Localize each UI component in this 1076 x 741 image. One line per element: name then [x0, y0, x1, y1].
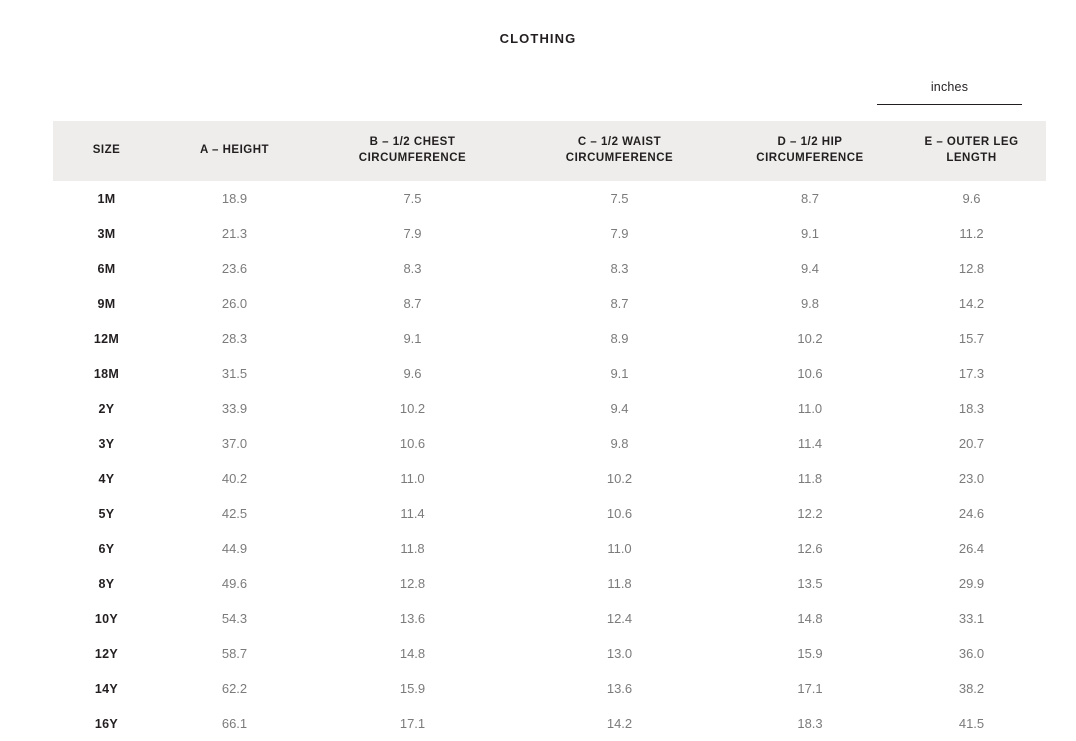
column-header-height-line1: A – HEIGHT	[199, 144, 270, 157]
cell-height: 28.3	[221, 331, 248, 346]
cell-waist: 10.2	[606, 471, 633, 486]
cell-height: 33.9	[221, 401, 248, 416]
cell-waist: 14.2	[606, 716, 633, 731]
cell-hip: 11.4	[797, 436, 823, 451]
cell-hip: 9.8	[800, 296, 820, 311]
cell-waist: 11.0	[607, 541, 632, 556]
cell-height: 42.5	[221, 506, 248, 521]
column-header-waist-line2: CIRCUMFERENCE	[565, 152, 674, 164]
cell-outer-leg: 18.3	[958, 401, 985, 416]
table-row	[53, 391, 1046, 426]
cell-hip: 15.9	[797, 646, 823, 661]
cell-height: 40.2	[221, 471, 248, 486]
cell-hip: 8.7	[800, 191, 820, 206]
cell-outer-leg: 41.5	[958, 716, 985, 731]
cell-height: 21.3	[221, 226, 248, 241]
cell-waist: 13.6	[606, 681, 633, 696]
table-row	[53, 286, 1046, 321]
cell-size: 8Y	[98, 576, 115, 591]
cell-outer-leg: 38.2	[958, 681, 985, 696]
cell-outer-leg: 12.8	[958, 261, 985, 276]
table-row	[53, 216, 1046, 251]
cell-hip: 9.1	[800, 226, 820, 241]
table-row	[53, 601, 1046, 636]
cell-outer-leg: 9.6	[962, 191, 981, 206]
cell-outer-leg: 15.7	[958, 331, 985, 346]
column-header-size	[53, 121, 160, 181]
cell-chest: 9.1	[403, 331, 422, 346]
cell-height: 62.2	[221, 681, 248, 696]
cell-hip: 11.0	[797, 401, 823, 416]
table-body	[53, 181, 1046, 741]
cell-hip: 10.6	[797, 366, 823, 381]
cell-outer-leg: 23.0	[958, 471, 985, 486]
table-row	[53, 531, 1046, 566]
cell-waist: 9.1	[610, 366, 629, 381]
column-header-height	[160, 121, 309, 181]
column-header-size-line1: SIZE	[92, 144, 121, 157]
cell-waist: 8.3	[610, 261, 629, 276]
cell-waist: 12.4	[606, 611, 633, 626]
column-header-chest-line2: CIRCUMFERENCE	[358, 152, 467, 164]
table-header	[53, 121, 1046, 181]
cell-chest: 10.2	[399, 401, 426, 416]
cell-chest: 7.9	[403, 226, 422, 241]
column-header-outer-leg	[897, 121, 1046, 181]
cell-chest: 11.8	[400, 541, 425, 556]
cell-size: 1M	[97, 191, 116, 206]
cell-chest: 11.4	[400, 506, 425, 521]
cell-waist: 13.0	[606, 646, 633, 661]
cell-waist: 7.9	[610, 226, 629, 241]
cell-chest: 12.8	[399, 576, 426, 591]
cell-height: 54.3	[221, 611, 248, 626]
cell-outer-leg: 14.2	[958, 296, 985, 311]
cell-chest: 13.6	[399, 611, 426, 626]
cell-height: 66.1	[221, 716, 248, 731]
column-header-waist	[516, 121, 723, 181]
column-header-chest-line1: B – 1/2 CHEST	[369, 136, 456, 149]
cell-size: 2Y	[98, 401, 115, 416]
table-row	[53, 181, 1046, 216]
cell-outer-leg: 17.3	[958, 366, 985, 381]
unit-indicator	[877, 78, 1022, 105]
cell-size: 6M	[97, 261, 116, 276]
cell-chest: 8.3	[403, 261, 422, 276]
cell-size: 12M	[93, 331, 120, 346]
cell-waist: 11.8	[607, 576, 632, 591]
column-header-waist-line1: C – 1/2 WAIST	[577, 136, 662, 149]
table-row	[53, 426, 1046, 461]
cell-outer-leg: 33.1	[958, 611, 985, 626]
cell-hip: 13.5	[797, 576, 823, 591]
column-header-chest	[309, 121, 516, 181]
table-row	[53, 251, 1046, 286]
cell-outer-leg: 20.7	[958, 436, 985, 451]
column-header-outer-leg-line2: LENGTH	[946, 152, 997, 164]
cell-size: 5Y	[98, 506, 115, 521]
cell-size: 14Y	[94, 681, 119, 696]
cell-chest: 10.6	[399, 436, 426, 451]
cell-height: 23.6	[221, 261, 248, 276]
cell-chest: 7.5	[403, 191, 422, 206]
cell-chest: 17.1	[399, 716, 426, 731]
cell-size: 12Y	[94, 646, 119, 661]
cell-height: 37.0	[221, 436, 248, 451]
cell-hip: 10.2	[797, 331, 823, 346]
cell-size: 6Y	[98, 541, 115, 556]
cell-outer-leg: 29.9	[958, 576, 985, 591]
unit-label: inches	[930, 80, 969, 94]
cell-chest: 9.6	[403, 366, 422, 381]
cell-size: 4Y	[98, 471, 115, 486]
cell-waist: 7.5	[610, 191, 629, 206]
table-row	[53, 356, 1046, 391]
table-row	[53, 496, 1046, 531]
column-header-outer-leg-line1: E – OUTER LEG	[924, 136, 1019, 149]
cell-waist: 8.7	[610, 296, 629, 311]
column-header-hip-line1: D – 1/2 HIP	[777, 136, 843, 149]
cell-chest: 14.8	[399, 646, 426, 661]
cell-height: 18.9	[221, 191, 248, 206]
table-row	[53, 321, 1046, 356]
cell-size: 9M	[97, 296, 116, 311]
cell-outer-leg: 36.0	[958, 646, 985, 661]
cell-hip: 12.6	[797, 541, 823, 556]
cell-hip: 17.1	[797, 681, 823, 696]
column-header-hip	[723, 121, 897, 181]
cell-size: 16Y	[94, 716, 119, 731]
table-row	[53, 636, 1046, 671]
table-row	[53, 461, 1046, 496]
table-row	[53, 671, 1046, 706]
cell-height: 44.9	[221, 541, 248, 556]
cell-outer-leg: 26.4	[958, 541, 985, 556]
cell-height: 31.5	[221, 366, 248, 381]
cell-hip: 11.8	[797, 471, 823, 486]
cell-outer-leg: 24.6	[958, 506, 985, 521]
table-header-row	[53, 121, 1046, 181]
cell-hip: 14.8	[797, 611, 823, 626]
page-title: CLOTHING	[499, 31, 577, 46]
cell-outer-leg: 11.2	[959, 226, 984, 241]
table-row	[53, 566, 1046, 601]
cell-chest: 8.7	[403, 296, 422, 311]
cell-height: 58.7	[221, 646, 248, 661]
cell-height: 49.6	[221, 576, 248, 591]
cell-chest: 11.0	[400, 471, 425, 486]
cell-hip: 9.4	[800, 261, 820, 276]
cell-size: 18M	[93, 366, 120, 381]
table-row	[53, 706, 1046, 741]
cell-waist: 9.8	[610, 436, 629, 451]
cell-waist: 10.6	[606, 506, 633, 521]
cell-size: 3M	[97, 226, 116, 241]
cell-hip: 12.2	[797, 506, 823, 521]
column-header-hip-line2: CIRCUMFERENCE	[756, 152, 864, 164]
cell-size: 10Y	[94, 611, 119, 626]
cell-waist: 9.4	[610, 401, 629, 416]
cell-chest: 15.9	[399, 681, 426, 696]
cell-hip: 18.3	[797, 716, 823, 731]
cell-waist: 8.9	[610, 331, 629, 346]
cell-size: 3Y	[98, 436, 115, 451]
size-chart-table	[53, 121, 1046, 741]
cell-height: 26.0	[221, 296, 248, 311]
